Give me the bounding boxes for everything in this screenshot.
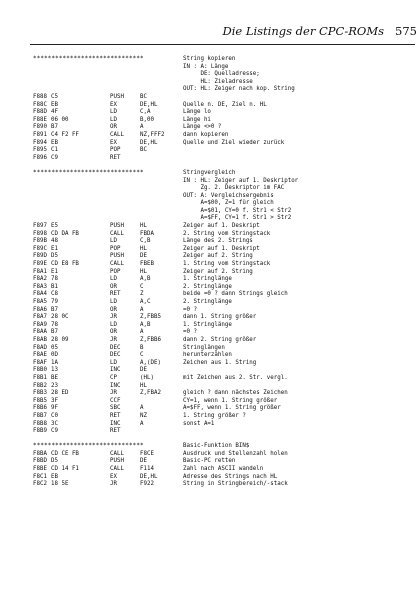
line-comment: HL: Zieladresse xyxy=(183,78,253,85)
listing-line xyxy=(0,375,419,383)
line-mnemonic: PUSH xyxy=(110,458,124,465)
line-comment: Länge des 2. Strings xyxy=(183,238,253,245)
listing-line xyxy=(0,231,419,239)
line-comment: dann kopieren xyxy=(183,131,229,138)
line-address: F8B3 xyxy=(33,390,47,397)
line-address: F88D xyxy=(33,109,47,116)
line-address: F8AD xyxy=(33,344,47,351)
line-comment: Adresse des Strings nach HL xyxy=(183,473,278,480)
listing-line xyxy=(0,269,419,277)
line-comment: dann 1. String größer xyxy=(183,314,257,321)
listing-line xyxy=(0,223,419,231)
line-operand: A,C xyxy=(140,299,151,305)
listing-line xyxy=(0,170,419,178)
header-rule xyxy=(30,44,415,45)
line-mnemonic: PUSH xyxy=(110,93,124,100)
line-comment: Zeiger auf 1. Deskript xyxy=(183,223,260,230)
line-mnemonic: JR xyxy=(110,314,117,321)
line-mnemonic: POP xyxy=(110,245,121,252)
line-comment: Basic-Funktion BIN$ xyxy=(183,443,250,450)
line-address: F89B xyxy=(33,238,47,245)
line-comment: A=$01, CY=0 f. Str1 < Str2 xyxy=(183,207,292,214)
listing-line xyxy=(0,466,419,474)
line-address: F8A4 xyxy=(33,291,47,298)
line-operand: HL xyxy=(140,268,147,275)
line-mnemonic: INC xyxy=(110,382,121,389)
line-mnemonic: JR xyxy=(110,336,117,343)
line-mnemonic: CALL xyxy=(110,261,124,268)
listing-line xyxy=(0,109,419,117)
line-mnemonic: DEC xyxy=(110,344,121,351)
line-opcode-bytes: C5 xyxy=(51,93,58,100)
line-address: F8C2 xyxy=(33,481,47,488)
line-address: F897 xyxy=(33,223,47,230)
line-address: F8B5 xyxy=(33,397,47,404)
line-comment: Zahl nach ASCII wandeln xyxy=(183,466,264,473)
line-opcode-bytes: C0 xyxy=(51,412,58,419)
line-opcode-bytes: 23 xyxy=(51,382,58,389)
line-address: F898 xyxy=(33,230,47,237)
line-opcode-bytes: 78 xyxy=(51,321,58,328)
line-address: F8B2 xyxy=(33,382,47,389)
line-mnemonic: LD xyxy=(110,299,117,305)
line-comment: DE: Quelladresse; xyxy=(183,71,260,78)
line-opcode-bytes: B7 xyxy=(51,329,58,336)
listing-line xyxy=(0,352,419,360)
line-address: F8AE xyxy=(33,352,47,359)
line-opcode-bytes: EB xyxy=(51,139,58,146)
line-address: F890 xyxy=(33,124,47,131)
line-mnemonic: LD xyxy=(110,109,117,116)
listing-line xyxy=(0,94,419,102)
line-operand: BC xyxy=(140,93,147,100)
line-comment: Zeiger auf 2. String xyxy=(183,268,253,275)
line-opcode-bytes: C1 xyxy=(51,147,58,154)
line-address: F888 xyxy=(33,93,47,100)
line-mnemonic: CALL xyxy=(110,230,124,237)
line-operand: Z xyxy=(140,291,144,298)
line-comment: String in Stringbereich/-stack xyxy=(183,481,288,488)
line-opcode-bytes: CD E8 FB xyxy=(51,261,79,268)
line-address: F894 xyxy=(33,139,47,146)
line-comment: A=$00, Z=1 für gleich xyxy=(183,200,274,207)
line-operand: A xyxy=(140,329,144,336)
line-address: F89C xyxy=(33,245,47,252)
listing-line xyxy=(0,398,419,406)
assembly-listing xyxy=(0,56,419,591)
line-comment: IN : A: Länge xyxy=(183,63,229,70)
line-operand: DE xyxy=(140,253,147,260)
line-operand: F114 xyxy=(140,466,154,473)
line-opcode-bytes: E1 xyxy=(51,245,58,252)
line-address: F8C1 xyxy=(33,473,47,480)
line-mnemonic: CP xyxy=(110,374,117,381)
line-operand: HL xyxy=(140,223,147,230)
listing-line xyxy=(0,238,419,246)
listing-line xyxy=(0,474,419,482)
line-opcode-bytes: 4F xyxy=(51,109,58,116)
line-comment: 1. Stringlänge xyxy=(183,321,232,328)
line-opcode-bytes: 28 09 xyxy=(51,336,69,343)
line-operand: A,(DE) xyxy=(140,359,161,366)
line-mnemonic: OR xyxy=(110,283,117,290)
listing-line xyxy=(0,314,419,322)
line-opcode-bytes: B7 xyxy=(51,306,58,313)
line-comment: Länge hi xyxy=(183,116,211,123)
listing-line xyxy=(0,64,419,72)
line-address: F891 xyxy=(33,131,47,138)
listing-line xyxy=(0,208,419,216)
line-operand: B,00 xyxy=(140,116,154,123)
line-comment: A=$FF, wenn 1. String größer xyxy=(183,405,281,412)
line-mnemonic: PUSH xyxy=(110,253,124,260)
line-address: F8BE xyxy=(33,466,47,473)
line-address: F8A6 xyxy=(33,306,47,313)
line-address: F88C xyxy=(33,101,47,108)
line-operand: NZ,FFF2 xyxy=(140,131,165,138)
line-operand: A,B xyxy=(140,276,151,283)
line-address: F8B6 xyxy=(33,405,47,412)
line-mnemonic: DEC xyxy=(110,352,121,359)
line-operand: A xyxy=(140,306,144,313)
line-address: F8BD xyxy=(33,458,47,465)
line-comment: 1. String größer ? xyxy=(183,412,246,419)
listing-line xyxy=(0,367,419,375)
line-mnemonic: LD xyxy=(110,276,117,283)
page-number: 575 xyxy=(395,24,417,38)
line-opcode-bytes: 3C xyxy=(51,420,58,427)
listing-line xyxy=(0,299,419,307)
line-opcode-bytes: 79 xyxy=(51,299,58,305)
line-operand: FBDA xyxy=(140,230,154,237)
line-operand: F8CE xyxy=(140,450,154,457)
line-comment: IN : HL: Zeiger auf 1. Deskriptor xyxy=(183,177,299,184)
line-mnemonic: INC xyxy=(110,367,121,374)
line-opcode-bytes: 28 ED xyxy=(51,390,69,397)
listing-line xyxy=(0,253,419,261)
line-operand: DE,HL xyxy=(140,101,158,108)
line-comment: Stringvergleich xyxy=(183,169,236,176)
line-operand: C xyxy=(140,352,144,359)
blank-line xyxy=(0,436,419,444)
line-operand: DE,HL xyxy=(140,473,158,480)
line-comment: Länge lo xyxy=(183,109,211,116)
line-operand: (HL) xyxy=(140,374,154,381)
running-title: Die Listings der CPC-ROMs xyxy=(222,24,384,38)
line-operand: Z,FBA2 xyxy=(140,390,161,397)
line-opcode-bytes: C9 xyxy=(51,428,58,435)
listing-line xyxy=(0,215,419,223)
line-operand: A xyxy=(140,124,144,131)
line-operand: Z,FBB5 xyxy=(140,314,161,321)
line-opcode-bytes: 13 xyxy=(51,367,58,374)
line-opcode-bytes: B1 xyxy=(51,283,58,290)
line-opcode-bytes: E5 xyxy=(51,223,58,230)
line-opcode-bytes: BE xyxy=(51,374,58,381)
line-comment: Zeichen aus 1. String xyxy=(183,359,257,366)
line-comment: 2. Stringlänge xyxy=(183,299,232,305)
listing-line xyxy=(0,405,419,413)
line-opcode-bytes: EB xyxy=(51,101,58,108)
line-operand: NZ xyxy=(140,412,147,419)
line-mnemonic: INC xyxy=(110,420,121,427)
listing-line xyxy=(0,428,419,436)
line-comment: Zg. 2. Deskriptor im FAC xyxy=(183,185,285,192)
line-operand: C xyxy=(140,283,144,290)
line-address: F8A5 xyxy=(33,299,47,305)
line-comment: Basic-PC retten xyxy=(183,458,236,465)
line-mnemonic: OR xyxy=(110,306,117,313)
line-operand: DE,HL xyxy=(140,139,158,146)
listing-line xyxy=(0,383,419,391)
listing-line xyxy=(0,147,419,155)
line-mnemonic: JR xyxy=(110,481,117,488)
line-comment: 2. String vom Stringstack xyxy=(183,230,271,237)
listing-line xyxy=(0,155,419,163)
line-mnemonic: OR xyxy=(110,124,117,131)
line-comment: sonst A=1 xyxy=(183,420,215,427)
line-opcode-bytes: 9F xyxy=(51,405,58,412)
line-operand: A xyxy=(140,420,144,427)
line-operand: C,A xyxy=(140,109,151,116)
line-operand: F922 xyxy=(140,481,154,488)
line-comment: Quelle n. DE, Ziel n. HL xyxy=(183,101,267,108)
line-comment: CY=1, wenn 1. String größer xyxy=(183,397,278,404)
line-comment: =0 ? xyxy=(183,329,197,336)
listing-line xyxy=(0,284,419,292)
line-opcode-bytes: 06 00 xyxy=(51,116,69,123)
line-operand: C,B xyxy=(140,238,151,245)
line-operand: A xyxy=(140,405,144,412)
separator-stars: ****************************** xyxy=(33,56,144,62)
line-opcode-bytes: D5 xyxy=(51,253,58,260)
listing-line xyxy=(0,345,419,353)
line-comment: 1. Stringlänge xyxy=(183,276,232,283)
line-mnemonic: EX xyxy=(110,139,117,146)
line-comment: Länge <>0 ? xyxy=(183,124,222,131)
listing-line xyxy=(0,360,419,368)
blank-line xyxy=(0,162,419,170)
line-address: F8B8 xyxy=(33,420,47,427)
line-opcode-bytes: 05 xyxy=(51,344,58,351)
line-operand: DE xyxy=(140,458,147,465)
listing-line xyxy=(0,178,419,186)
line-comment: =0 ? xyxy=(183,306,197,313)
line-mnemonic: EX xyxy=(110,473,117,480)
line-operand: BC xyxy=(140,147,147,154)
line-comment: mit Zeichen aus 2. Str. vergl. xyxy=(183,374,288,381)
line-operand: Z,FBB6 xyxy=(140,336,161,343)
line-address: F89E xyxy=(33,261,47,268)
listing-line xyxy=(0,56,419,64)
line-comment: herunterzählen xyxy=(183,352,232,359)
line-opcode-bytes: C4 F2 FF xyxy=(51,131,79,138)
line-comment: A=$FF, CY=1 f. Str1 > Str2 xyxy=(183,215,292,222)
line-mnemonic: SBC xyxy=(110,405,121,412)
line-address: F8A9 xyxy=(33,321,47,328)
line-mnemonic: JR xyxy=(110,390,117,397)
line-mnemonic: EX xyxy=(110,101,117,108)
line-mnemonic: PUSH xyxy=(110,223,124,230)
line-operand: HL xyxy=(140,382,147,389)
line-opcode-bytes: 18 5E xyxy=(51,481,69,488)
line-opcode-bytes: CD 14 F1 xyxy=(51,466,79,473)
line-opcode-bytes: C9 xyxy=(51,154,58,161)
line-operand: DE xyxy=(140,367,147,374)
line-comment: Zeiger auf 2. String xyxy=(183,253,253,260)
line-opcode-bytes: 1A xyxy=(51,359,58,366)
line-opcode-bytes: 0D xyxy=(51,352,58,359)
line-mnemonic: LD xyxy=(110,359,117,366)
line-mnemonic: RET xyxy=(110,412,121,419)
line-address: F8B7 xyxy=(33,412,47,419)
listing-line xyxy=(0,71,419,79)
line-operand: HL xyxy=(140,245,147,252)
listing-line xyxy=(0,451,419,459)
line-opcode-bytes: 3F xyxy=(51,397,58,404)
line-comment: OUT: HL: Zeiger nach kop. String xyxy=(183,86,295,93)
line-opcode-bytes: 48 xyxy=(51,238,58,245)
line-mnemonic: POP xyxy=(110,147,121,154)
line-comment: Ausdruck und Stellenzahl holen xyxy=(183,450,288,457)
listing-line xyxy=(0,322,419,330)
line-opcode-bytes: C8 xyxy=(51,291,58,298)
listing-line xyxy=(0,413,419,421)
line-address: F896 xyxy=(33,154,47,161)
line-mnemonic: RET xyxy=(110,154,121,161)
listing-line xyxy=(0,117,419,125)
line-comment: Stringlängen xyxy=(183,344,225,351)
listing-line xyxy=(0,276,419,284)
line-opcode-bytes: 78 xyxy=(51,276,58,283)
listing-line xyxy=(0,421,419,429)
line-address: F8A1 xyxy=(33,268,47,275)
line-address: F8AF xyxy=(33,359,47,366)
line-comment: Zeiger auf 1. Deskript xyxy=(183,245,260,252)
line-comment: Quelle und Ziel wieder zurück xyxy=(183,139,285,146)
line-mnemonic: LD xyxy=(110,238,117,245)
page-header xyxy=(0,24,419,40)
line-opcode-bytes: CD DA FB xyxy=(51,230,79,237)
listing-line xyxy=(0,124,419,132)
line-address: F8B1 xyxy=(33,374,47,381)
separator-stars: ****************************** xyxy=(33,443,144,450)
line-address: F88E xyxy=(33,116,47,123)
line-opcode-bytes: 28 0C xyxy=(51,314,69,321)
line-comment: 1. String vom Stringstack xyxy=(183,261,271,268)
line-address: F8A3 xyxy=(33,283,47,290)
line-opcode-bytes: E1 xyxy=(51,268,58,275)
line-address: F8AA xyxy=(33,329,47,336)
line-mnemonic: RET xyxy=(110,291,121,298)
line-mnemonic: CALL xyxy=(110,131,124,138)
line-mnemonic: CCF xyxy=(110,397,121,404)
line-address: F8B0 xyxy=(33,367,47,374)
line-comment: String kopieren xyxy=(183,56,236,62)
line-comment: dann 2. String größer xyxy=(183,336,257,343)
line-mnemonic: LD xyxy=(110,116,117,123)
line-comment: 2. Stringlänge xyxy=(183,283,232,290)
line-mnemonic: RET xyxy=(110,428,121,435)
listing-line xyxy=(0,200,419,208)
listing-line xyxy=(0,261,419,269)
line-comment: beide =0 ? dann Strings gleich xyxy=(183,291,288,298)
listing-line xyxy=(0,443,419,451)
line-mnemonic: CALL xyxy=(110,466,124,473)
line-opcode-bytes: CD CE FB xyxy=(51,450,79,457)
line-address: F8A7 xyxy=(33,314,47,321)
listing-line xyxy=(0,307,419,315)
line-mnemonic: OR xyxy=(110,329,117,336)
line-address: F89D xyxy=(33,253,47,260)
line-address: F8A2 xyxy=(33,276,47,283)
line-address: F8AB xyxy=(33,336,47,343)
line-opcode-bytes: EB xyxy=(51,473,58,480)
line-mnemonic: POP xyxy=(110,268,121,275)
line-mnemonic: CALL xyxy=(110,450,124,457)
listing-line xyxy=(0,79,419,87)
line-operand: A,B xyxy=(140,321,151,328)
listing-line xyxy=(0,86,419,94)
line-operand: FBEB xyxy=(140,261,154,268)
listing-line xyxy=(0,246,419,254)
listing-line xyxy=(0,458,419,466)
listing-line xyxy=(0,132,419,140)
line-comment: gleich ? dann nächstes Zeichen xyxy=(183,390,288,397)
listing-line xyxy=(0,102,419,110)
line-address: F8BA xyxy=(33,450,47,457)
line-opcode-bytes: B7 xyxy=(51,124,58,131)
line-opcode-bytes: D5 xyxy=(51,458,58,465)
listing-line xyxy=(0,193,419,201)
line-mnemonic: LD xyxy=(110,321,117,328)
listing-line xyxy=(0,291,419,299)
line-address: F895 xyxy=(33,147,47,154)
listing-line xyxy=(0,390,419,398)
listing-line xyxy=(0,337,419,345)
line-address: F8B9 xyxy=(33,428,47,435)
listing-line xyxy=(0,329,419,337)
line-comment: OUT: A: Vergleichsergebnis xyxy=(183,192,274,199)
line-operand: B xyxy=(140,344,144,351)
separator-stars: ****************************** xyxy=(33,169,144,176)
listing-line xyxy=(0,185,419,193)
listing-line xyxy=(0,140,419,148)
listing-line xyxy=(0,481,419,489)
